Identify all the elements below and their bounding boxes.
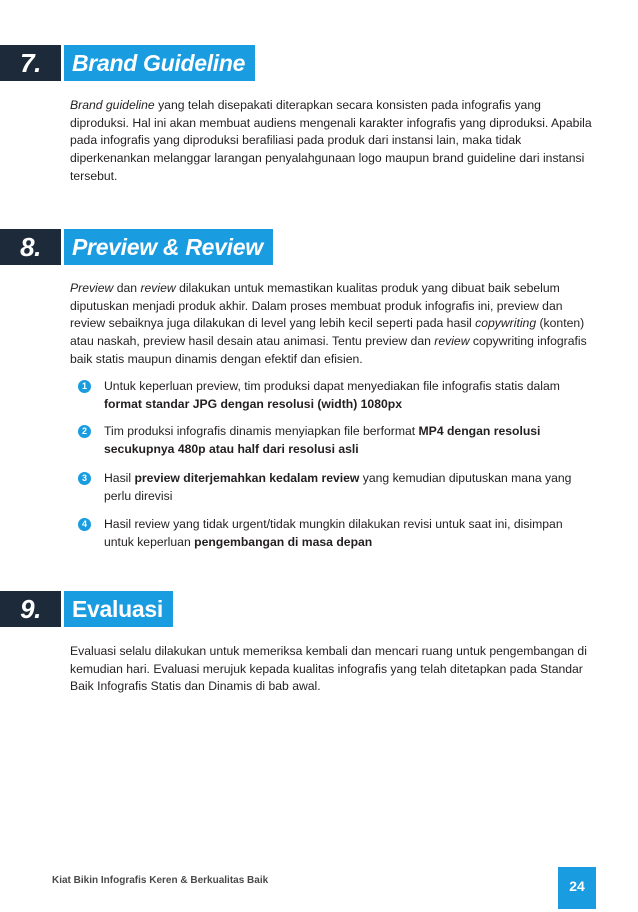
section-7-paragraph [70,97,595,186]
number-badge: 4 [78,518,91,531]
list-item [78,516,598,551]
list-item [78,378,598,413]
page-number: 24 [558,867,596,909]
list-item [78,470,598,505]
section-8-header [0,229,273,265]
section-7-header [0,45,255,81]
brand-guideline-italic: Brand guideline [70,98,155,112]
list-item-text [104,516,594,551]
item-text-plain: Untuk keperluan preview, tim produksi dapat menyediakan file infografis statis dalam [104,379,560,393]
section-9-paragraph: Evaluasi selalu dilakukan untuk memeriksa kembali dan mencari ruang untuk pengembangan di kemudian hari. Evaluasi merujuk kepada kualitas infografis yang telah ditetapkan pada Standar Baik Infografis Statis dan Dinamis di bab awal. [70,644,587,694]
list-item-text [104,378,594,413]
section-7-text: yang telah disepakati diterapkan secara konsisten pada infografis yang diproduksi. Hal ini akan membuat audiens mengenali karakter infografis yang diproduksi. Apabila pada infografis yang diproduksi berafiliasi pada produk dari instansi lain, maka tidak diperkenankan melanggar larangan penyalahgunaan logo maupun brand guideline dari instansi tersebut. [70,98,592,183]
section-7-number: 7. [0,45,61,81]
review-italic-2: review [434,334,470,349]
preview-italic: Preview [70,281,114,295]
text-part-1: dan [113,281,141,295]
review-italic: review [140,281,176,295]
footer-title: Kiat Bikin Infografis Keren & Berkualitas Baik [52,875,269,886]
number-badge: 3 [78,472,91,485]
section-8-title: Preview & Review [64,229,273,265]
number-badge: 2 [78,425,91,438]
number-badge: 1 [78,380,91,393]
item-text-bold: pengembangan di masa depan [194,534,373,549]
list-item-text [104,423,594,458]
item-text-plain-2: yang kemudian diputuskan mana yang perlu direvisi [104,471,572,503]
copywriting-italic: copywriting [475,316,537,331]
section-9-header [0,591,173,627]
item-text-plain: Tim produksi infografis dinamis menyiapkan file berformat [104,424,419,438]
section-8-paragraph [70,280,595,369]
section-9-title: Evaluasi [64,591,173,627]
item-text-bold: MP4 dengan resolusi secukupnya 480p atau half dari resolusi asli [104,424,541,456]
section-7-title: Brand Guideline [64,45,255,81]
section-9-number: 9. [0,591,61,627]
list-item [78,423,598,458]
item-text-plain: Hasil review yang tidak urgent/tidak mungkin dilakukan revisi untuk saat ini, disimpan untuk keperluan [104,517,563,549]
item-text-bold: preview diterjemahkan kedalam review [134,471,360,485]
section-8-number: 8. [0,229,61,265]
item-text-bold: format standar JPG dengan resolusi (width) 1080px [104,396,402,411]
item-text-plain: Hasil [104,471,135,485]
list-item-text [104,470,594,505]
text-part-4: copywriting infografis baik statis maupun dinamis dengan efektif dan efisien. [70,334,587,366]
text-part-2: dilakukan untuk memastikan kualitas produk yang dibuat baik sebelum diputuskan menjadi produk akhir. Dalam proses membuat produk infografis ini, preview dan review sebaiknya juga dilakukan di level yang lebih kecil seperti pada hasil [70,281,563,331]
text-part-3: (konten) atau naskah, preview hasil desain atau animasi. Tentu preview dan [70,316,585,349]
